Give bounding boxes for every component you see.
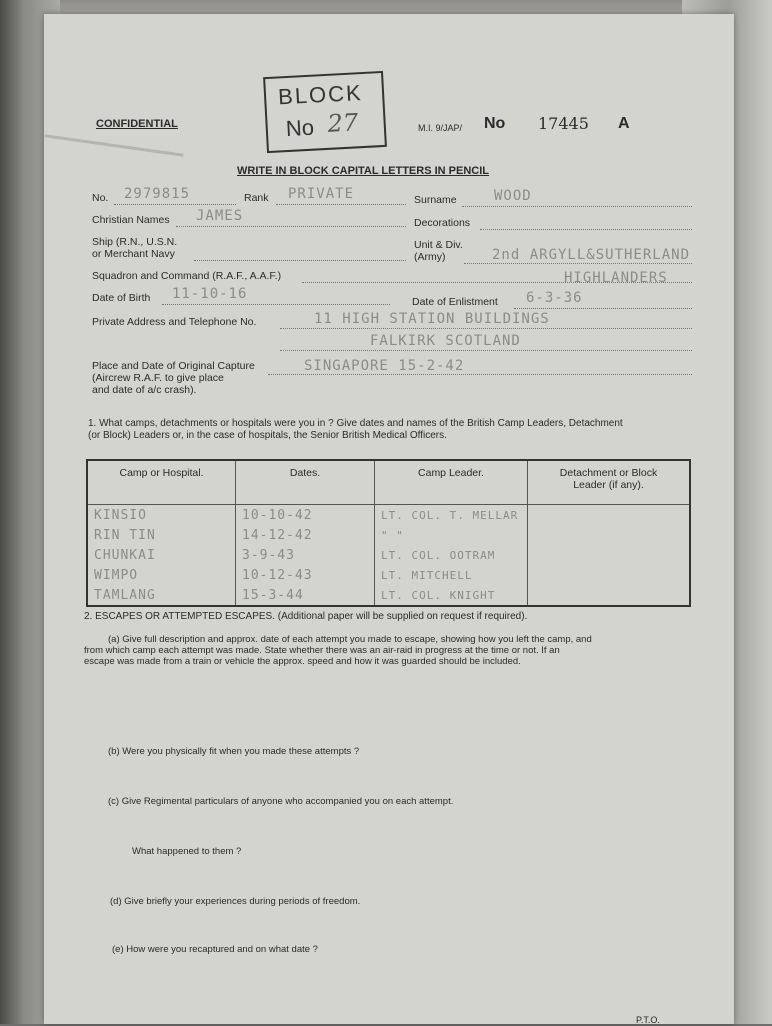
table-row: [87, 525, 690, 545]
no-label: No.: [92, 192, 109, 204]
question2c: (c) Give Regimental particulars of anyone who accompanied you on each attempt.: [108, 796, 454, 807]
question1-line1: 1. What camps, detachments or hospitals were you in ? Give dates and names of the British Camp Leaders, Detachment: [88, 418, 623, 429]
capture-label-line1: Place and Date of Original Capture: [92, 360, 255, 372]
stamp-no-text: No: [285, 114, 315, 142]
service-number-value: 2979815: [124, 186, 191, 202]
question1-line2: (or Block) Leaders or, in the case of hospitals, the Senior British Medical Officers.: [88, 430, 447, 441]
table-row: [87, 585, 690, 606]
date-cell: 15-3-44: [236, 585, 375, 606]
surname-label: Surname: [414, 194, 457, 206]
dob-label: Date of Birth: [92, 292, 151, 304]
question2a-line2: from which camp each attempt was made. State whether there was an air-raid in progress at the time or not. If an: [84, 645, 560, 656]
header-detachment-leader: Detachment or Block Leader (if any).: [528, 460, 691, 505]
leader-cell: " ": [375, 525, 528, 545]
detachment-cell: [528, 585, 691, 606]
stamp-block-text: BLOCK: [277, 80, 364, 110]
pto-label: P.T.O.: [636, 1015, 660, 1025]
capture-label-line2: (Aircrew R.A.F. to give place: [92, 372, 224, 384]
christian-names-value: JAMES: [196, 208, 244, 224]
detachment-cell: [528, 525, 691, 545]
stamp-number: 27: [326, 108, 359, 138]
detachment-cell: [528, 545, 691, 565]
leader-cell: LT. COL. OOTRAM: [375, 545, 528, 565]
detachment-cell: [528, 565, 691, 585]
leader-cell: LT. COL. KNIGHT: [375, 585, 528, 606]
address-label: Private Address and Telephone No.: [92, 316, 257, 328]
question2a-line3: escape was made from a train or vehicle the approx. speed and how it was guarded should be included.: [84, 656, 521, 667]
camp-cell: TAMLANG: [87, 585, 236, 606]
table-row: [87, 545, 690, 565]
date-cell: 10-12-43: [236, 565, 375, 585]
question2c-followup: What happened to them ?: [132, 846, 242, 857]
unit-value-line2: HIGHLANDERS: [564, 270, 668, 286]
camp-cell: KINSIO: [87, 505, 236, 526]
rank-value: PRIVATE: [288, 186, 355, 202]
camp-cell: CHUNKAI: [87, 545, 236, 565]
detachment-cell: [528, 505, 691, 526]
unit-label-line2: (Army): [414, 251, 446, 263]
enlistment-value: 6-3-36: [526, 290, 583, 306]
unit-label-line1: Unit & Div.: [414, 239, 463, 251]
header-camp: Camp or Hospital.: [87, 460, 236, 505]
camp-cell: WIMPO: [87, 565, 236, 585]
christian-names-label: Christian Names: [92, 214, 170, 226]
question2e: (e) How were you recaptured and on what date ?: [112, 944, 318, 955]
enlistment-label: Date of Enlistment: [412, 296, 498, 308]
surname-value: WOOD: [494, 188, 532, 204]
question2d: (d) Give briefly your experiences during periods of freedom.: [110, 896, 361, 907]
capture-label-line3: and date of a/c crash).: [92, 384, 197, 396]
camp-cell: RIN TIN: [87, 525, 236, 545]
confidential-label: CONFIDENTIAL: [96, 118, 178, 130]
dob-value: 11-10-16: [172, 286, 248, 302]
leader-cell: LT. COL. T. MELLAR: [375, 505, 528, 526]
address-value-line2: FALKIRK SCOTLAND: [370, 333, 521, 349]
instruction-heading: WRITE IN BLOCK CAPITAL LETTERS IN PENCIL: [237, 165, 489, 177]
capture-value: SINGAPORE 15-2-42: [304, 358, 465, 374]
question2b: (b) Were you physically fit when you made these attempts ?: [108, 746, 360, 757]
header-camp-leader: Camp Leader.: [375, 460, 528, 505]
serial-number: 17445: [538, 114, 589, 133]
table-row: [87, 505, 690, 526]
decorations-label: Decorations: [414, 217, 471, 229]
squadron-label: Squadron and Command (R.A.F., A.A.F.): [92, 270, 282, 282]
leader-cell: LT. MITCHELL: [375, 565, 528, 585]
block-stamp: [263, 71, 387, 153]
ship-label-line1: Ship (R.N., U.S.N.: [92, 236, 178, 248]
question2a-line1: (a) Give full description and approx. date of each attempt you made to escape, showing how you left the camp, and: [108, 634, 592, 645]
header-dates: Dates.: [236, 460, 375, 505]
unit-value-line1: 2nd ARGYLL&SUTHERLAND: [492, 247, 691, 263]
camps-table: [86, 459, 691, 607]
question2-heading: 2. ESCAPES OR ATTEMPTED ESCAPES. (Additional paper will be supplied on request if required).: [84, 611, 528, 622]
rank-label: Rank: [244, 192, 269, 204]
table-row: [87, 565, 690, 585]
address-value-line1: 11 HIGH STATION BUILDINGS: [314, 311, 550, 327]
mi-reference: M.I. 9/JAP/: [418, 123, 463, 133]
date-cell: 14-12-42: [236, 525, 375, 545]
document-page: [44, 14, 734, 1024]
date-cell: 3-9-43: [236, 545, 375, 565]
ship-label-line2: or Merchant Navy: [92, 248, 175, 260]
number-label: No: [484, 115, 506, 132]
tie-string: [44, 134, 183, 156]
date-cell: 10-10-42: [236, 505, 375, 526]
serial-suffix: A: [618, 115, 630, 132]
